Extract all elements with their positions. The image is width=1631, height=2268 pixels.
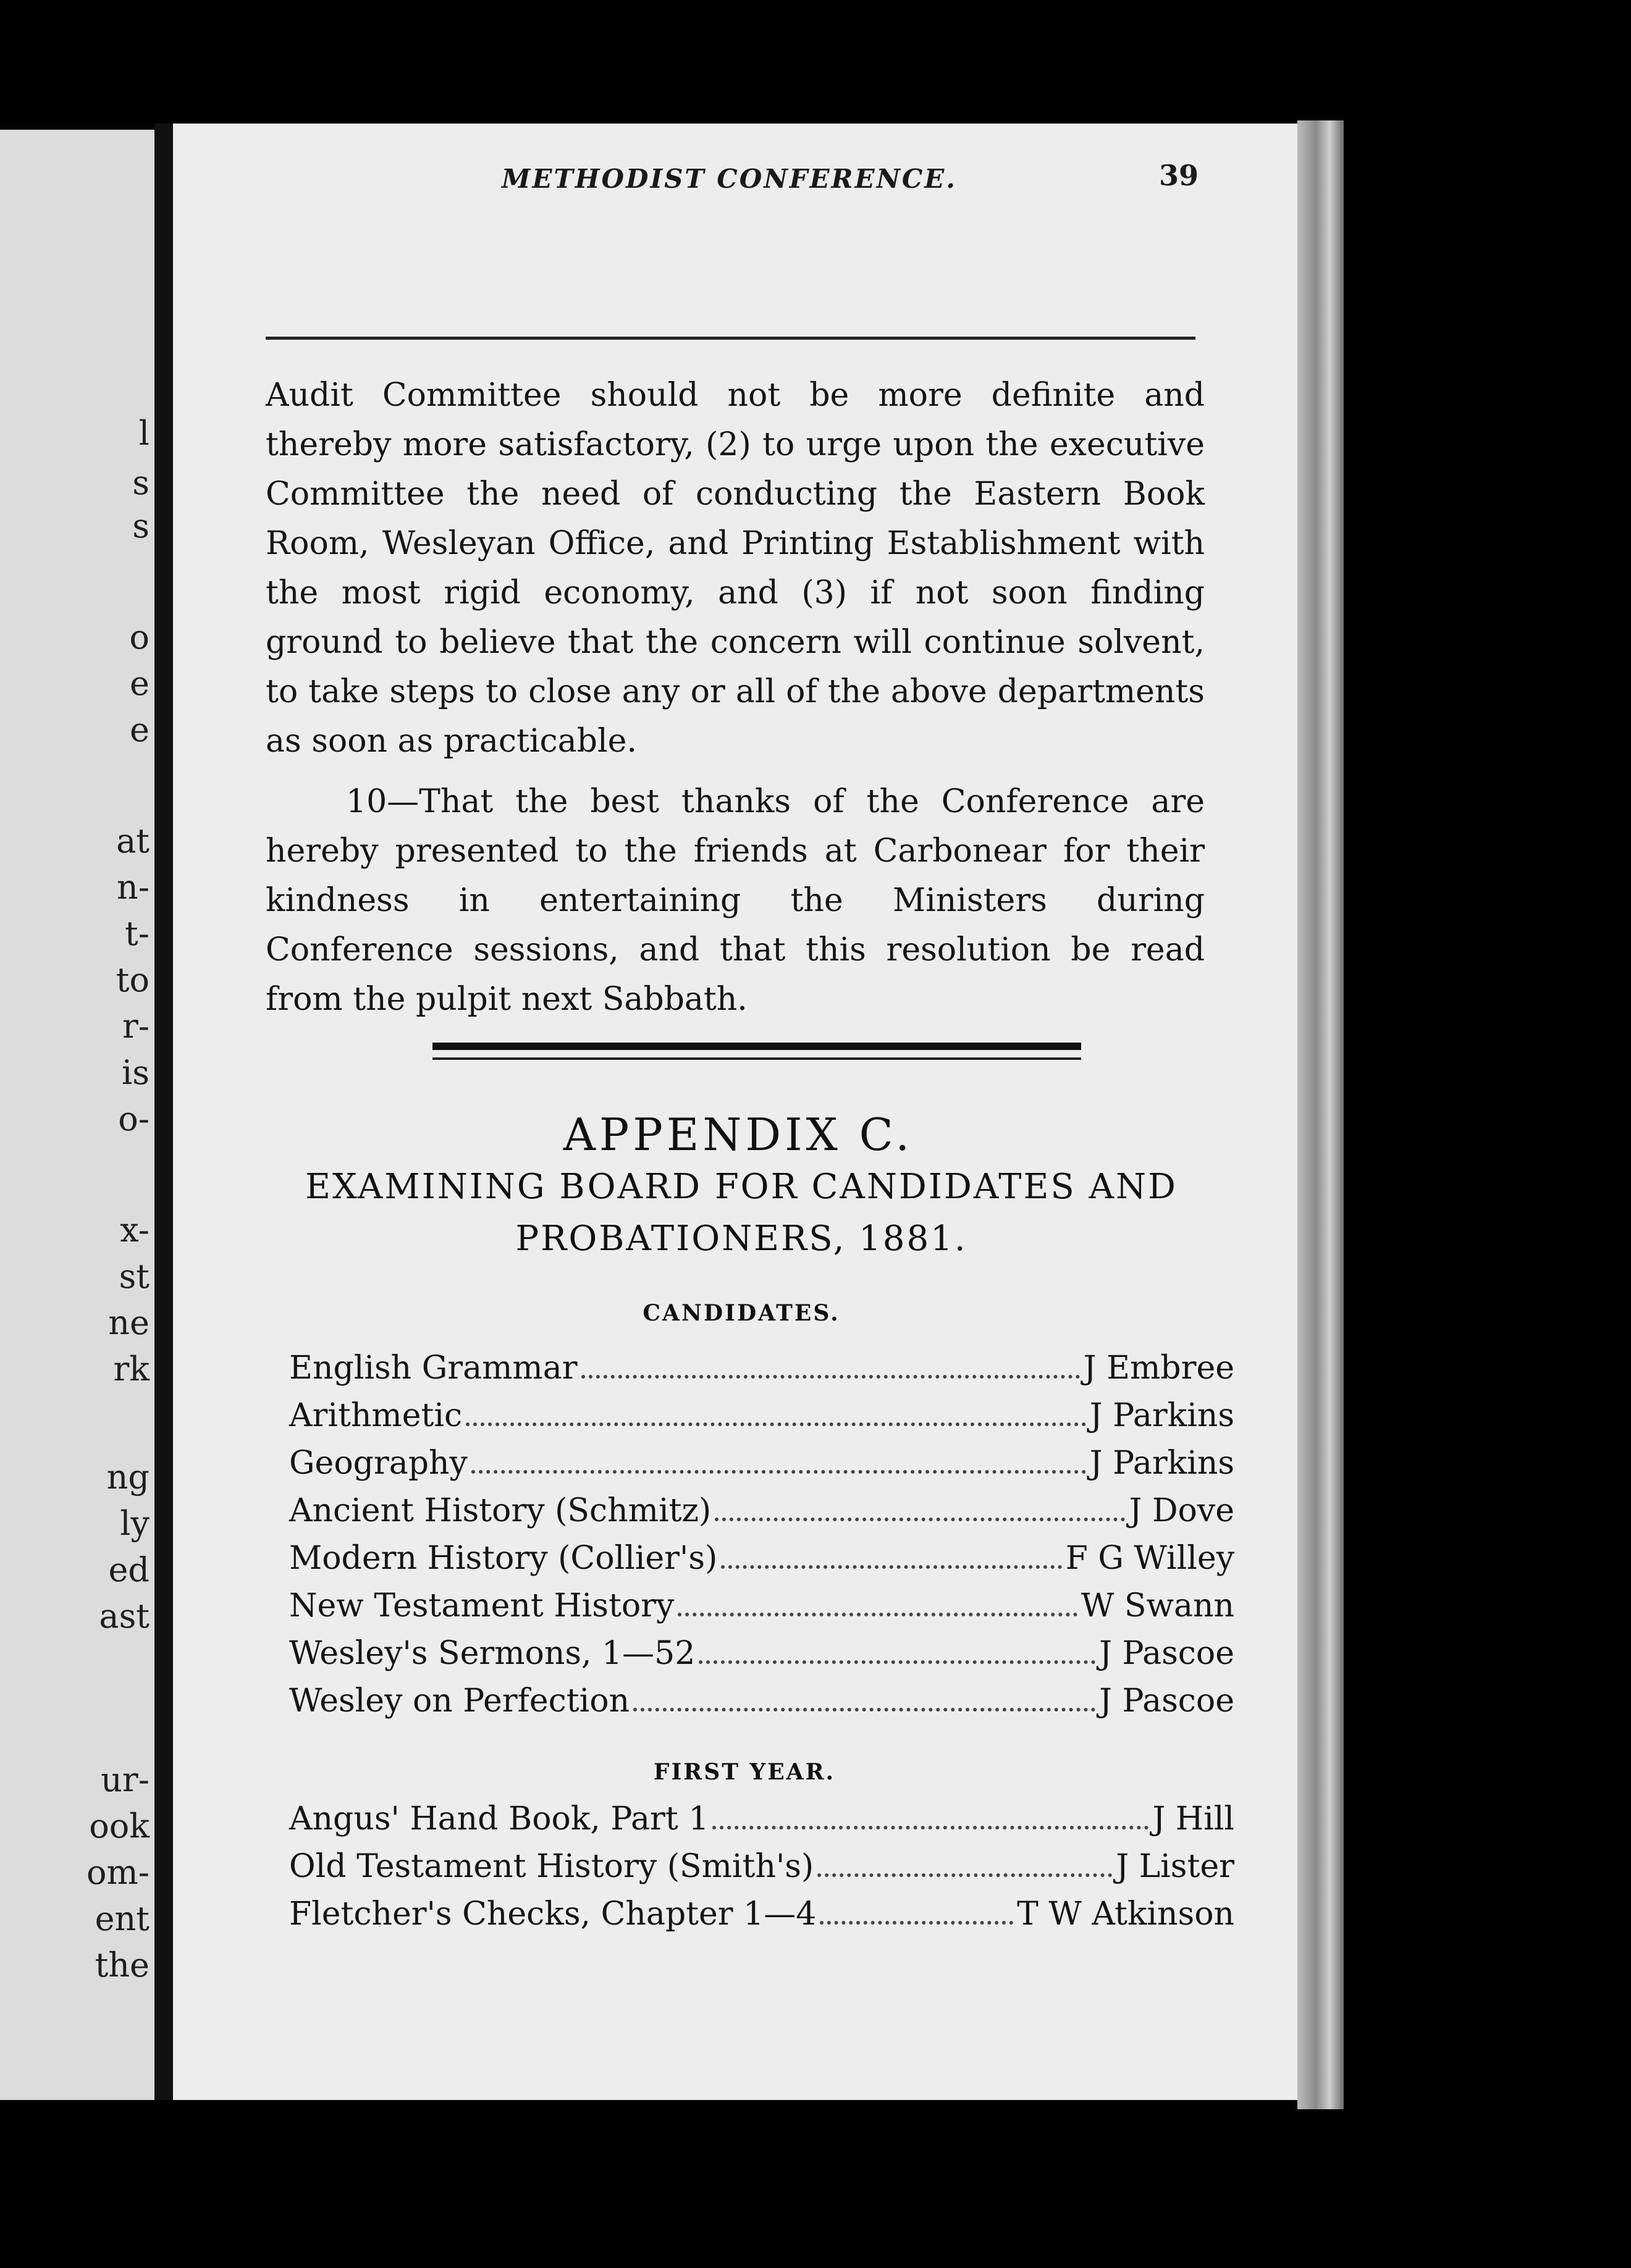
left-fragment: r- [122, 1007, 150, 1046]
exam-entry [289, 1800, 1234, 1848]
left-fragment: t- [125, 914, 150, 953]
exam-subject: Modern History (Collier's) [289, 1540, 718, 1577]
exam-entry [289, 1896, 1234, 1943]
paragraph: Audit Committee should not be more definite and thereby more satisfactory, (2) to urge upon the executive Committee the need of conducting the Eastern Book Room, Wesleyan Office, and Printing Establishment with the most rigid economy, and (3) if not soon finding ground to believe that the concern will continue solvent, to take steps to close any or all of the above departments as soon as practicable. [266, 377, 1205, 760]
dot-leader [715, 1518, 1125, 1521]
exam-subject: Wesley's Sermons, 1—52 [289, 1635, 696, 1672]
left-fragment: ast [99, 1597, 150, 1636]
left-fragment: x- [120, 1211, 150, 1250]
examiner-name: J Embree [1083, 1350, 1234, 1387]
dot-leader [699, 1660, 1095, 1664]
exam-subject: New Testament History [289, 1587, 675, 1624]
board-title-line: PROBATIONERS, 1881. [515, 1219, 967, 1259]
left-fragment: ook [89, 1807, 150, 1846]
exam-entry [289, 1635, 1234, 1682]
exam-entry [289, 1587, 1234, 1635]
dot-leader [820, 1921, 1013, 1925]
exam-subject: Angus' Hand Book, Part 1 [289, 1800, 709, 1838]
examiner-name: J Lister [1116, 1848, 1234, 1885]
left-fragment: n- [116, 868, 150, 907]
left-fragment: at [116, 821, 150, 860]
exam-subject: Arithmetic [289, 1397, 463, 1434]
exam-entry [289, 1682, 1234, 1730]
dot-leader [721, 1565, 1061, 1569]
left-fragment: ng [106, 1458, 150, 1497]
page-number: 39 [1158, 159, 1199, 192]
exam-subject: Ancient History (Schmitz) [289, 1492, 712, 1529]
exam-entry [289, 1492, 1234, 1540]
left-fragment: ent [95, 1899, 150, 1938]
left-fragment: ed [108, 1550, 150, 1589]
examiner-name: T W Atkinson [1017, 1896, 1234, 1933]
exam-subject: Old Testament History (Smith's) [289, 1848, 814, 1885]
exam-entry [289, 1848, 1234, 1896]
examiner-name: F G Willey [1065, 1540, 1234, 1577]
left-fragment: rk [113, 1350, 150, 1388]
exam-subject: Geography [289, 1445, 468, 1482]
dot-leader [678, 1613, 1077, 1616]
left-fragment: e [130, 664, 150, 703]
running-head: METHODIST CONFERENCE. [502, 164, 957, 194]
first-year-heading: FIRST YEAR. [653, 1759, 836, 1785]
left-fragment: o- [118, 1099, 150, 1138]
left-fragment: s [132, 506, 150, 545]
dot-leader [581, 1375, 1080, 1379]
left-fragment: is [122, 1053, 150, 1092]
header-rule [266, 337, 1195, 340]
exam-entry [289, 1540, 1234, 1587]
first-year-list [289, 1800, 1234, 1943]
exam-entry [289, 1445, 1234, 1492]
paragraph: 10—That the best thanks of the Conference are hereby presented to the friends at Carbonear for their kindness in entertaining the Ministers during Conference sessions, and that this resolution be read from the pulpit next Sabbath. [266, 783, 1205, 1018]
dot-leader [633, 1708, 1095, 1712]
examiner-name: J Dove [1129, 1492, 1234, 1529]
left-fragment: o [129, 618, 150, 657]
left-fragment: l [138, 414, 150, 453]
left-fragment: ur- [101, 1760, 150, 1799]
page-header [358, 159, 1199, 207]
section-divider [432, 1057, 1081, 1060]
exam-subject: Wesley on Perfection [289, 1682, 630, 1720]
exam-subject: Fletcher's Checks, Chapter 1—4 [289, 1896, 817, 1933]
left-fragment: the [95, 1946, 150, 1984]
left-page-fragment [0, 130, 156, 2100]
dot-leader [466, 1422, 1086, 1426]
candidates-heading: CANDIDATES. [643, 1300, 840, 1326]
examiner-name: W Swann [1081, 1587, 1234, 1624]
board-title [272, 1161, 1211, 1265]
appendix-title: APPENDIX C. [563, 1109, 914, 1161]
left-fragment: ly [120, 1504, 150, 1543]
board-title-line: EXAMINING BOARD FOR CANDIDATES AND [305, 1167, 1178, 1207]
examiner-name: J Hill [1152, 1800, 1234, 1838]
exam-subject: English Grammar [289, 1350, 578, 1387]
body-text [266, 371, 1205, 1024]
dot-leader [471, 1470, 1086, 1474]
examiner-name: J Parkins [1089, 1397, 1234, 1434]
left-fragment: e [130, 710, 150, 749]
left-fragment: st [119, 1257, 150, 1296]
page-edge [1297, 120, 1344, 2109]
section-divider [432, 1043, 1081, 1050]
dot-leader [817, 1873, 1112, 1877]
exam-entry [289, 1397, 1234, 1445]
left-fragment: s [132, 463, 150, 502]
examiner-name: J Pascoe [1099, 1682, 1234, 1720]
left-fragment: to [116, 960, 150, 999]
left-fragment: om- [86, 1853, 150, 1892]
left-fragment: ne [108, 1303, 150, 1342]
exam-entry [289, 1350, 1234, 1397]
examiner-name: J Parkins [1089, 1445, 1234, 1482]
examiner-name: J Pascoe [1099, 1635, 1234, 1672]
candidates-list [289, 1350, 1234, 1730]
dot-leader [712, 1826, 1148, 1829]
